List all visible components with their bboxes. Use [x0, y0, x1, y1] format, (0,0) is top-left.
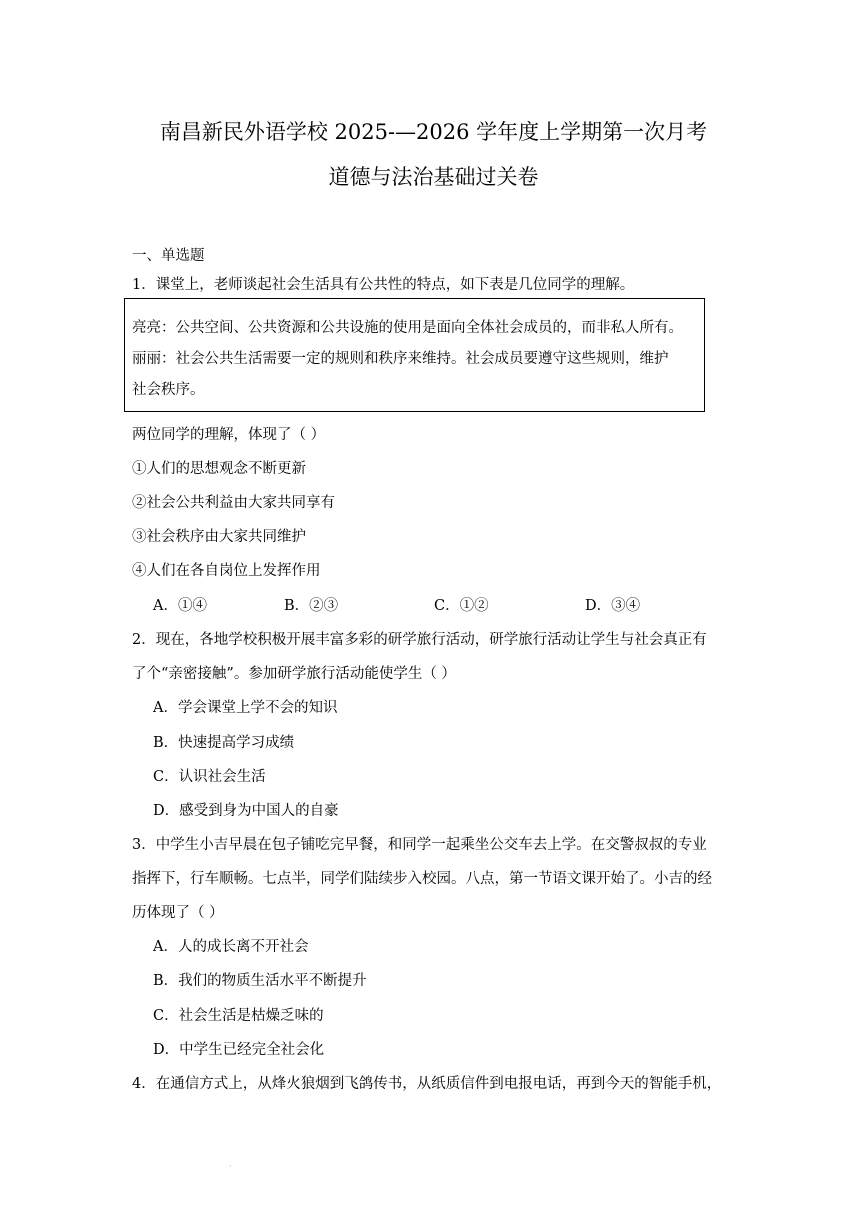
q1-choice-b: B．②③	[284, 598, 339, 614]
q3-option-d: D．中学生已经完全社会化	[153, 1042, 325, 1058]
exam-subtitle: 道德与法治基础过关卷	[328, 165, 539, 189]
q2-stem-line: 2．现在，各地学校积极开展丰富多彩的研学旅行活动，研学旅行活动让学生与社会真正有	[132, 632, 707, 648]
q1-choice-c: C．①②	[434, 598, 489, 614]
q1-quote-box	[124, 298, 705, 412]
q1-box-line: 丽丽：社会公共生活需要一定的规则和秩序来维持。社会成员要遵守这些规则，维护	[132, 351, 669, 367]
q3-stem-line: 3．中学生小吉早晨在包子铺吃完早餐，和同学一起乘坐公交车去上学。在交警叔叔的专业	[132, 837, 707, 853]
q1-box-line: 亮亮：公共空间、公共资源和公共设施的使用是面向全体社会成员的，而非私人所有。	[132, 320, 683, 336]
q3-option-b: B．我们的物质生活水平不断提升	[153, 973, 367, 989]
q2-stem-line: 了个“亲密接触”。参加研学旅行活动能使学生（ ）	[132, 666, 456, 682]
scan-dot: ·	[229, 1162, 232, 1171]
q1-choice-d: D．③④	[585, 598, 641, 614]
q3-stem-line: 历体现了（ ）	[132, 905, 224, 921]
q1-statement: ④人们在各自岗位上发挥作用	[132, 563, 321, 579]
q2-option-b: B．快速提高学习成绩	[153, 735, 295, 751]
q2-option-c: C．认识社会生活	[153, 769, 266, 785]
q1-stem: 1．课堂上，老师谈起社会生活具有公共性的特点，如下表是几位同学的理解。	[132, 277, 635, 293]
q1-box-line: 社会秩序。	[132, 382, 205, 398]
section-heading: 一、单选题	[132, 248, 205, 264]
q1-choice-a: A．①④	[153, 598, 207, 614]
q4-stem-line: 4．在通信方式上，从烽火狼烟到飞鸽传书，从纸质信件到电报电话，再到今天的智能手机，	[132, 1076, 722, 1092]
q2-option-a: A．学会课堂上学不会的知识	[153, 700, 338, 716]
q3-stem-line: 指挥下，行车顺畅。七点半，同学们陆续步入校园。八点，第一节语文课开始了。小吉的经	[132, 871, 712, 887]
q1-question: 两位同学的理解，体现了（ ）	[132, 427, 326, 443]
q3-option-c: C．社会生活是枯燥乏味的	[153, 1008, 324, 1024]
q1-statement: ①人们的思想观念不断更新	[132, 461, 306, 477]
q2-option-d: D．感受到身为中国人的自豪	[153, 803, 339, 819]
q1-statement: ③社会秩序由大家共同维护	[132, 529, 306, 545]
q1-statement: ②社会公共利益由大家共同享有	[132, 495, 335, 511]
exam-title: 南昌新民外语学校 2025-—2026 学年度上学期第一次月考	[159, 120, 708, 144]
q3-option-a: A．人的成长离不开社会	[153, 939, 309, 955]
